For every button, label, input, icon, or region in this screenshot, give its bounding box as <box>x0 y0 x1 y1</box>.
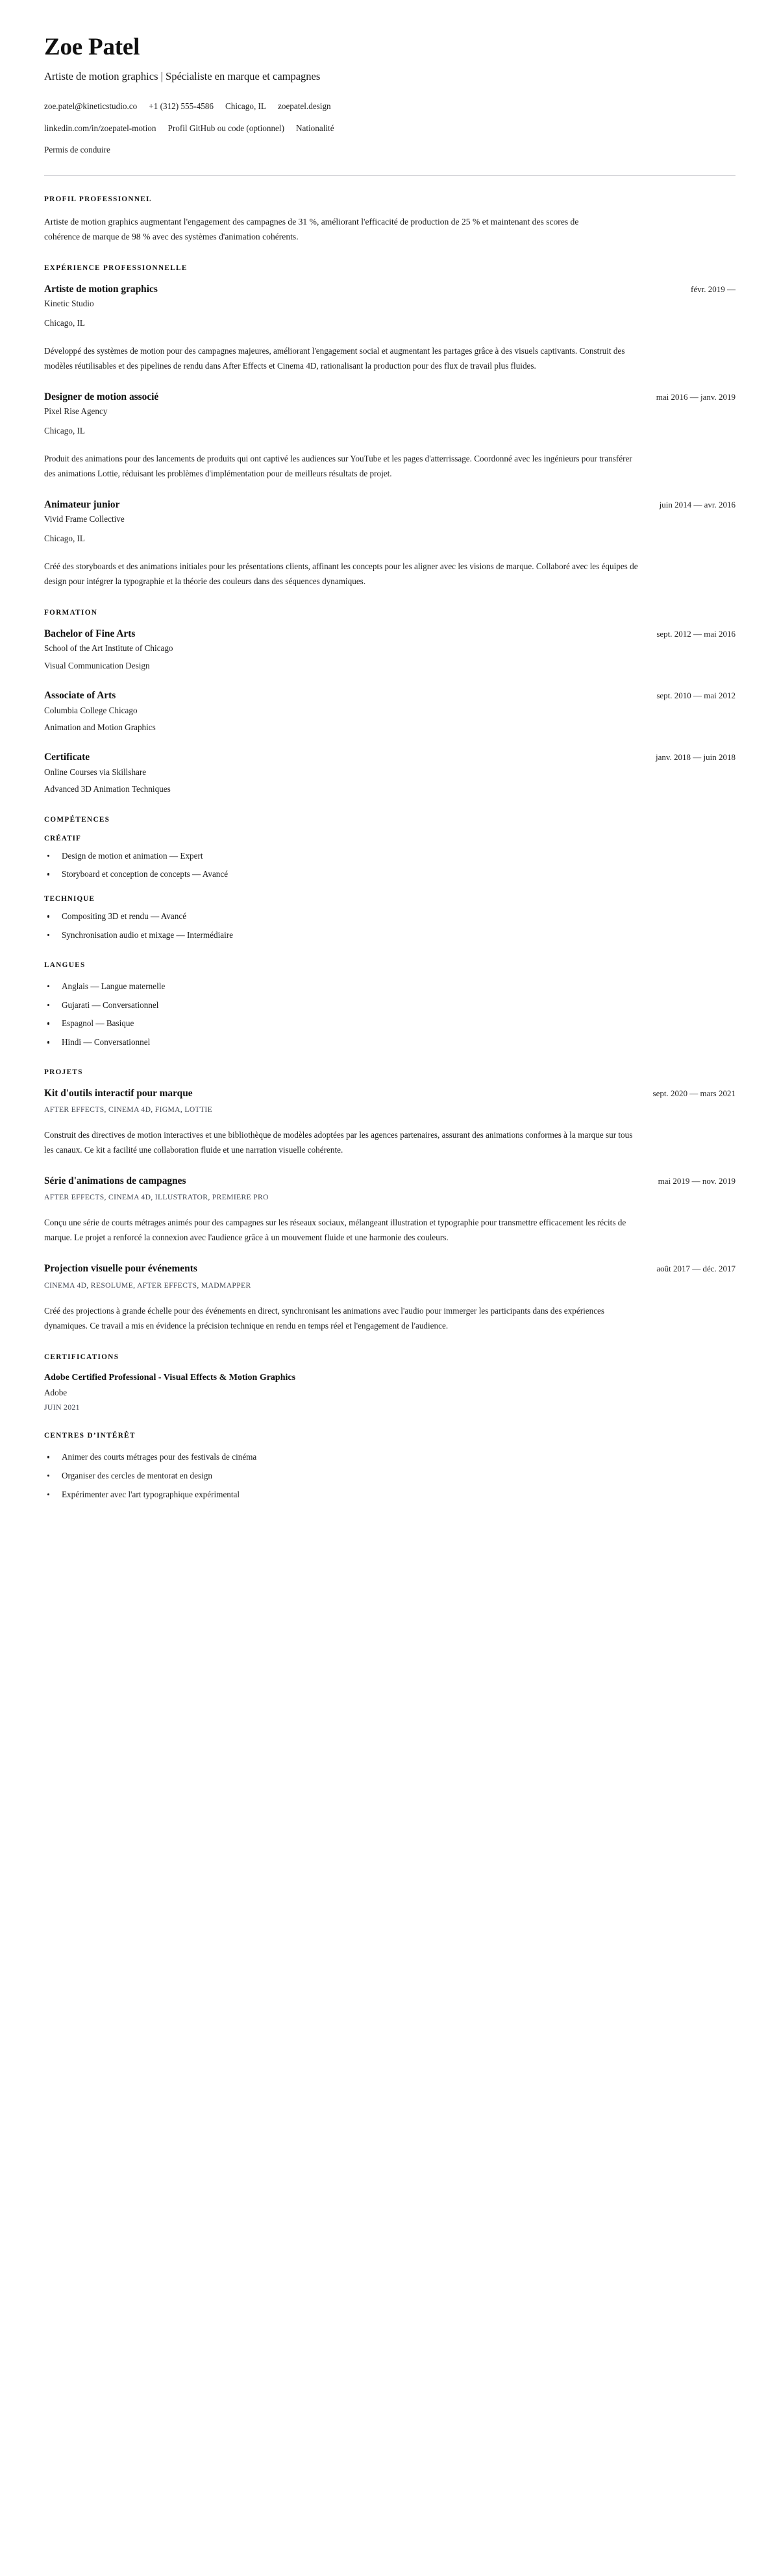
experience-date: mai 2016 — janv. 2019 <box>656 391 736 402</box>
section-title-interests: CENTRES D’INTÉRÊT <box>44 1432 136 1440</box>
project-name: Projection visuelle pour événements <box>44 1263 197 1275</box>
list-item: Design de motion et animation — Expert <box>44 850 736 863</box>
education-entry <box>44 751 736 796</box>
experience-company: Kinetic Studio <box>44 299 94 309</box>
project-description: Construit des directives de motion interactives et une bibliothèque de modèles adoptées par les agences partenaires, assurant des animations conformes à la marque sur tous les canaux. Ce kit a facilité une collaboration fluide et une narration visuelle cohérente. <box>44 1130 633 1155</box>
contact-nationality: Nationalité <box>295 123 334 133</box>
section-experience <box>44 264 736 589</box>
section-education <box>44 609 736 796</box>
skill-group-creative <box>44 835 736 881</box>
section-title-profile: PROFIL PROFESSIONNEL <box>44 195 152 204</box>
contact-github-placeholder[interactable]: Profil GitHub ou code (optionnel) <box>167 123 284 133</box>
skill-group-label: CRÉATIF <box>44 834 81 842</box>
contact-line-tertiary <box>44 143 736 156</box>
list-item: Organiser des cercles de mentorat en design <box>44 1469 736 1482</box>
project-entry-head <box>44 1087 736 1099</box>
section-projects <box>44 1068 736 1334</box>
education-school: School of the Art Institute of Chicago <box>44 643 173 654</box>
certification-entry <box>44 1372 736 1413</box>
experience-location: Chicago, IL <box>44 425 85 435</box>
project-name: Série d'animations de campagnes <box>44 1175 186 1187</box>
experience-date: févr. 2019 — <box>691 284 736 294</box>
list-item: Anglais — Langue maternelle <box>44 980 736 993</box>
contact-line-primary <box>44 100 736 113</box>
experience-company: Vivid Frame Collective <box>44 514 125 524</box>
project-date: mai 2019 — nov. 2019 <box>658 1176 736 1186</box>
contact-phone[interactable]: +1 (312) 555-4586 <box>149 101 214 111</box>
list-item: Hindi — Conversationnel <box>44 1036 736 1049</box>
project-date: août 2017 — déc. 2017 <box>656 1264 736 1274</box>
education-field: Advanced 3D Animation Techniques <box>44 784 171 794</box>
project-description: Conçu une série de courts métrages animés pour des campagnes sur les réseaux sociaux, mélangeant illustration et typographie pour transmettre efficacement les récits de marque. Le projet a renforcé la connexion avec l'audience grâce à un mouvement fluide et une harmonie des couleurs. <box>44 1218 626 1243</box>
project-stack: AFTER EFFECTS, CINEMA 4D, ILLUSTRATOR, PREMIERE PRO <box>44 1193 269 1202</box>
section-certifications <box>44 1353 736 1413</box>
contact-line-secondary <box>44 122 736 135</box>
experience-date: juin 2014 — avr. 2016 <box>659 500 736 510</box>
section-title-certifications: CERTIFICATIONS <box>44 1353 119 1361</box>
education-entry-head <box>44 751 736 763</box>
list-item: Animer des courts métrages pour des festivals de cinéma <box>44 1451 736 1464</box>
education-entry-head <box>44 628 736 640</box>
experience-role: Designer de motion associé <box>44 391 159 402</box>
project-date: sept. 2020 — mars 2021 <box>652 1088 736 1098</box>
section-languages <box>44 961 736 1049</box>
experience-description: Produit des animations pour des lancements de produits qui ont captivé les audiences sur YouTube et les pages d'atterrissage. Coordonné avec les ingénieurs pour transférer des animations Lottie, réduisant les problèmes d'implémentation pour de meilleurs résultats de projet. <box>44 454 632 479</box>
experience-location: Chicago, IL <box>44 317 85 328</box>
list-item: Espagnol — Basique <box>44 1017 736 1030</box>
project-stack: AFTER EFFECTS, CINEMA 4D, FIGMA, LOTTIE <box>44 1105 213 1114</box>
experience-entry <box>44 391 736 482</box>
section-skills <box>44 816 736 942</box>
education-date: sept. 2010 — mai 2012 <box>656 691 736 701</box>
project-entry-head <box>44 1262 736 1275</box>
experience-entry <box>44 283 736 374</box>
list-item: Compositing 3D et rendu — Avancé <box>44 910 736 923</box>
contact-email[interactable]: zoe.patel@kineticstudio.co <box>44 101 138 111</box>
education-entry <box>44 628 736 672</box>
list-item: Expérimenter avec l'art typographique expérimental <box>44 1488 736 1501</box>
experience-location: Chicago, IL <box>44 533 85 543</box>
experience-role: Artiste de motion graphics <box>44 283 158 295</box>
language-list <box>44 980 736 1049</box>
section-title-languages: LANGUES <box>44 961 86 969</box>
contact-linkedin[interactable]: linkedin.com/in/zoepatel-motion <box>44 123 156 133</box>
project-stack: CINEMA 4D, RESOLUME, AFTER EFFECTS, MADMAPPER <box>44 1281 251 1290</box>
skill-group-label: TECHNIQUE <box>44 895 95 903</box>
certification-issuer: Adobe <box>44 1388 68 1398</box>
experience-entry <box>44 498 736 589</box>
education-degree: Certificate <box>44 752 90 763</box>
project-entry <box>44 1175 736 1245</box>
contact-website[interactable]: zoepatel.design <box>278 101 331 111</box>
education-entry <box>44 689 736 734</box>
resume-header <box>44 34 736 176</box>
education-school: Online Courses via Skillshare <box>44 767 147 777</box>
candidate-name: Zoe Patel <box>44 34 140 60</box>
education-field: Animation and Motion Graphics <box>44 722 156 732</box>
education-school: Columbia College Chicago <box>44 705 138 715</box>
section-interests <box>44 1432 736 1501</box>
list-item: Storyboard et conception de concepts — Avancé <box>44 868 736 881</box>
experience-entry-head <box>44 498 736 511</box>
skill-list-creative <box>44 850 736 881</box>
experience-entry-head <box>44 391 736 403</box>
experience-company: Pixel Rise Agency <box>44 406 108 417</box>
list-item: Gujarati — Conversationnel <box>44 999 736 1012</box>
experience-description: Développé des systèmes de motion pour des campagnes majeures, améliorant l'engagement social et augmentant les partages grâce à des visuels captivants. Construit des modèles réutilisables et des pipelines de rendu dans After Effects et Cinema 4D, rationalisant la production pour des flux de travail plus fluides. <box>44 346 625 371</box>
contact-location: Chicago, IL <box>225 101 266 111</box>
section-profile <box>44 195 736 245</box>
education-date: sept. 2012 — mai 2016 <box>656 629 736 639</box>
project-name: Kit d'outils interactif pour marque <box>44 1087 193 1099</box>
interest-list <box>44 1451 736 1501</box>
experience-role: Animateur junior <box>44 499 120 511</box>
project-entry <box>44 1087 736 1158</box>
education-degree: Associate of Arts <box>44 690 116 702</box>
list-item: Synchronisation audio et mixage — Intermédiaire <box>44 929 736 942</box>
education-field: Visual Communication Design <box>44 660 150 670</box>
project-entry-head <box>44 1175 736 1187</box>
skill-list-technical <box>44 910 736 942</box>
education-entry-head <box>44 689 736 702</box>
skill-group-technical <box>44 895 736 942</box>
section-title-skills: COMPÉTENCES <box>44 815 110 824</box>
contact-driving-license: Permis de conduire <box>44 145 110 155</box>
certification-date: JUIN 2021 <box>44 1403 80 1412</box>
education-date: janv. 2018 — juin 2018 <box>655 752 736 763</box>
certification-name: Adobe Certified Professional - Visual Effects & Motion Graphics <box>44 1372 296 1382</box>
experience-entry-head <box>44 283 736 295</box>
experience-description: Créé des storyboards et des animations initiales pour les présentations clients, affinant les concepts pour les aligner avec les visions de marque. Collaboré avec les équipes de design pour intégrer la typographie et la théorie des couleurs dans des séquences dynamiques. <box>44 561 638 587</box>
candidate-headline: Artiste de motion graphics | Spécialiste en marque et campagnes <box>44 70 321 83</box>
section-title-experience: EXPÉRIENCE PROFESSIONNELLE <box>44 264 188 272</box>
header-divider <box>44 175 736 176</box>
project-description: Créé des projections à grande échelle pour des événements en direct, synchronisant les animations avec l'audio pour immerger les participants dans des expériences dynamiques. Ce travail a mis en évidence la précision technique en rendu en temps réel et l'engagement de l'audience. <box>44 1305 605 1331</box>
section-title-projects: PROJETS <box>44 1068 83 1076</box>
project-entry <box>44 1262 736 1333</box>
section-title-education: FORMATION <box>44 609 98 617</box>
profile-summary: Artiste de motion graphics augmentant l'engagement des campagnes de 31 %, améliorant l'efficacité de production de 25 % et maintenant des scores de cohérence de marque de 98 % avec des systèmes d'animation cohérents. <box>44 217 579 242</box>
education-degree: Bachelor of Fine Arts <box>44 628 136 640</box>
